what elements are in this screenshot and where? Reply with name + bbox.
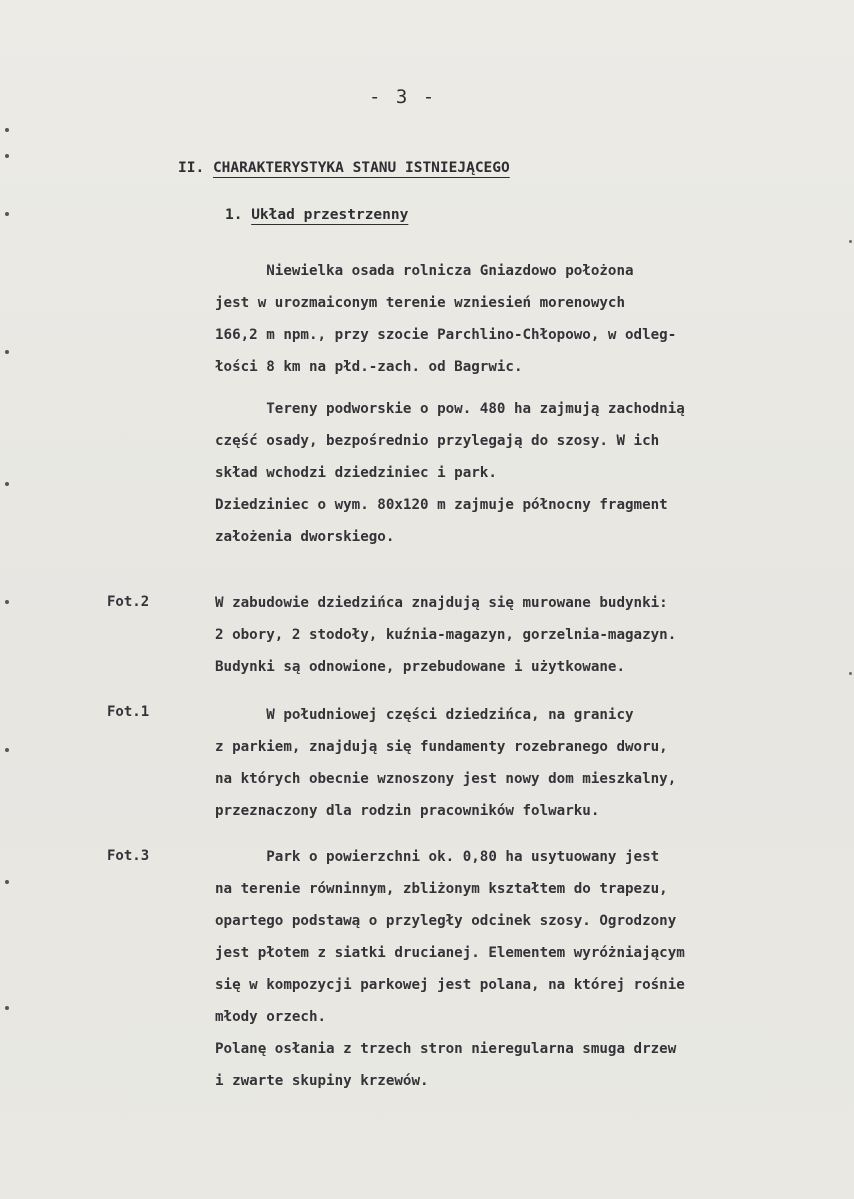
binding-mark [5,128,9,132]
section-heading [178,160,510,176]
paragraph-manor-foundations: W południowej części dziedzińca, na granicy z parkiem, znajdują się fundamenty rozebranego dworu, na których obecnie wznoszony jest nowy dom mieszkalny, przeznaczony dla rodzin pracowników folwarku. [215,707,677,819]
section-number: II. [178,160,205,176]
edge-speck [849,672,852,675]
page-number: - 3 - [369,86,437,108]
paragraph-estate-areas: Tereny podworskie o pow. 480 ha zajmują zachodnią część osady, bezpośrednio przylegają do szosy. W ich skład wchodzi dziedziniec i park. Dziedziniec o wym. 80x120 m zajmuje północny fragment założenia dworskiego. [215,401,685,545]
section-title: CHARAKTERYSTYKA STANU ISTNIEJĄCEGO [212,160,510,176]
edge-speck [849,240,852,243]
paragraph-location: Niewielka osada rolnicza Gniazdowo położona jest w urozmaiconym terenie wzniesień morenowych 166,2 m npm., przy szocie Parchlino-Chłopowo, w odleg- łości 8 km na płd.-zach. od Bagrwic. [215,263,677,375]
photo-ref-2: Fot.2 [107,594,150,610]
binding-mark [5,600,9,604]
paragraph-park: Park o powierzchni ok. 0,80 ha usytuowany jest na terenie równinnym, zbliżonym kształtem do trapezu, opartego podstawą o przyległy odcinek szosy. Ogrodzony jest płotem z siatki drucianej. Elementem wyróżniającym się w kompozycji parkowej jest polana, na której rośnie młody orzech. Polanę osłania z trzech stron nieregularna smuga drzew i zwarte skupiny krzewów. [215,849,685,1089]
binding-mark [5,880,9,884]
photo-ref-3: Fot.3 [107,848,150,864]
binding-mark [5,482,9,486]
binding-mark [5,212,9,216]
binding-mark [5,350,9,354]
binding-mark [5,1006,9,1010]
subsection-heading [225,207,408,223]
binding-mark [5,748,9,752]
subsection-title: Układ przestrzenny [251,207,409,223]
binding-mark [5,154,9,158]
photo-ref-1: Fot.1 [107,704,150,720]
subsection-number: 1. [225,207,243,223]
paragraph-courtyard-buildings: W zabudowie dziedzińca znajdują się murowane budynki: 2 obory, 2 stodoły, kuźnia-magazyn, gorzelnia-magazyn. Budynki są odnowione, przebudowane i użytkowane. [215,595,677,675]
